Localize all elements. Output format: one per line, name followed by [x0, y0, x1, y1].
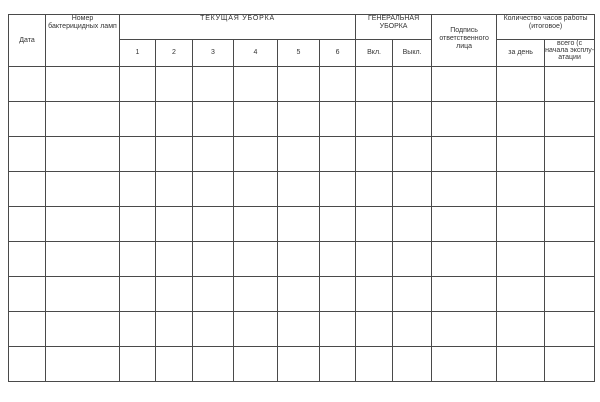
table-cell[interactable]	[545, 137, 595, 172]
table-cell[interactable]	[320, 277, 356, 312]
table-cell[interactable]	[278, 312, 320, 347]
table-cell[interactable]	[393, 347, 432, 382]
table-cell[interactable]	[278, 207, 320, 242]
table-cell[interactable]	[156, 67, 193, 102]
table-cell[interactable]	[432, 67, 497, 102]
header-general-on: Вкл.	[356, 40, 393, 67]
header-hours-total: Количество часов работы (итоговое)	[497, 15, 595, 40]
header-hours-per-day: за день	[497, 40, 545, 67]
table-cell[interactable]	[320, 347, 356, 382]
table-cell[interactable]	[320, 67, 356, 102]
table-cell[interactable]	[356, 347, 393, 382]
header-cleaning-2: 2	[156, 40, 193, 67]
table-cell[interactable]	[156, 102, 193, 137]
table-cell[interactable]	[545, 242, 595, 277]
table-cell[interactable]	[545, 347, 595, 382]
table-cell[interactable]	[278, 172, 320, 207]
table-cell[interactable]	[46, 67, 120, 102]
table-cell[interactable]	[193, 207, 234, 242]
table-cell[interactable]	[193, 67, 234, 102]
table-cell[interactable]	[120, 347, 156, 382]
table-cell[interactable]	[156, 242, 193, 277]
table-row	[9, 242, 595, 277]
table-cell[interactable]	[393, 172, 432, 207]
table-row	[9, 137, 595, 172]
table-cell[interactable]	[320, 207, 356, 242]
table-cell[interactable]	[156, 347, 193, 382]
table-cell[interactable]	[156, 207, 193, 242]
table-row	[9, 277, 595, 312]
table-cell[interactable]	[545, 207, 595, 242]
table-cell[interactable]	[545, 67, 595, 102]
table-cell[interactable]	[356, 172, 393, 207]
table-cell[interactable]	[545, 277, 595, 312]
table-cell[interactable]	[234, 347, 278, 382]
table-cell[interactable]	[234, 67, 278, 102]
table-cell[interactable]	[393, 277, 432, 312]
table-cell[interactable]	[156, 137, 193, 172]
table-cell[interactable]	[46, 207, 120, 242]
table-cell[interactable]	[193, 277, 234, 312]
table-header	[9, 15, 595, 67]
table-cell[interactable]	[120, 172, 156, 207]
table-cell[interactable]	[278, 137, 320, 172]
table-cell[interactable]	[9, 172, 46, 207]
table-cell[interactable]	[432, 277, 497, 312]
table-cell[interactable]	[497, 67, 545, 102]
table-row	[9, 102, 595, 137]
table-cell[interactable]	[234, 312, 278, 347]
header-cleaning-3: 3	[193, 40, 234, 67]
table-cell[interactable]	[497, 347, 545, 382]
table-cell[interactable]	[320, 172, 356, 207]
table-cell[interactable]	[46, 277, 120, 312]
table-cell[interactable]	[278, 102, 320, 137]
table-cell[interactable]	[193, 242, 234, 277]
table-cell[interactable]	[432, 207, 497, 242]
table-cell[interactable]	[356, 67, 393, 102]
table-cell[interactable]	[234, 242, 278, 277]
uv-lamp-log-table	[8, 14, 595, 382]
table-cell[interactable]	[120, 242, 156, 277]
table-cell[interactable]	[193, 347, 234, 382]
header-general-cleaning: ГЕНЕРАЛЬНАЯ УБОРКА	[356, 15, 432, 40]
table-cell[interactable]	[497, 207, 545, 242]
table-cell[interactable]	[432, 312, 497, 347]
table-cell[interactable]	[497, 137, 545, 172]
table-cell[interactable]	[120, 312, 156, 347]
header-cleaning-5: 5	[278, 40, 320, 67]
table-cell[interactable]	[356, 207, 393, 242]
table-cell[interactable]	[393, 137, 432, 172]
table-cell[interactable]	[432, 102, 497, 137]
table-cell[interactable]	[356, 277, 393, 312]
table-cell[interactable]	[234, 137, 278, 172]
table-cell[interactable]	[393, 242, 432, 277]
table-cell[interactable]	[120, 67, 156, 102]
table-cell[interactable]	[356, 312, 393, 347]
table-cell[interactable]	[193, 172, 234, 207]
table-cell[interactable]	[278, 242, 320, 277]
table-cell[interactable]	[120, 137, 156, 172]
table-cell[interactable]	[356, 137, 393, 172]
table-cell[interactable]	[9, 102, 46, 137]
header-current-cleaning: ТЕКУЩАЯ УБОРКА	[120, 15, 356, 40]
table-cell[interactable]	[393, 312, 432, 347]
table-cell[interactable]	[46, 137, 120, 172]
table-cell[interactable]	[432, 137, 497, 172]
header-signature: Подпись ответственного лица	[432, 15, 497, 67]
table-cell[interactable]	[545, 312, 595, 347]
table-cell[interactable]	[9, 312, 46, 347]
table-row	[9, 207, 595, 242]
table-cell[interactable]	[356, 102, 393, 137]
table-cell[interactable]	[120, 277, 156, 312]
table-cell[interactable]	[278, 277, 320, 312]
table-cell[interactable]	[156, 277, 193, 312]
table-cell[interactable]	[9, 242, 46, 277]
header-date: Дата	[9, 15, 46, 67]
header-cleaning-6: 6	[320, 40, 356, 67]
table-cell[interactable]	[9, 207, 46, 242]
table-cell[interactable]	[156, 172, 193, 207]
table-row	[9, 67, 595, 102]
table-cell[interactable]	[393, 207, 432, 242]
table-cell[interactable]	[46, 242, 120, 277]
table-cell[interactable]	[234, 277, 278, 312]
table-row	[9, 312, 595, 347]
table-cell[interactable]	[193, 137, 234, 172]
header-lamp-number: Номер бактерицидных ламп	[46, 15, 120, 67]
table-cell[interactable]	[545, 172, 595, 207]
table-cell[interactable]	[120, 102, 156, 137]
table-cell[interactable]	[497, 102, 545, 137]
table-cell[interactable]	[497, 277, 545, 312]
table-cell[interactable]	[356, 242, 393, 277]
table-cell[interactable]	[9, 67, 46, 102]
table-cell[interactable]	[193, 102, 234, 137]
header-general-off: Выкл.	[393, 40, 432, 67]
table-cell[interactable]	[432, 347, 497, 382]
table-cell[interactable]	[497, 172, 545, 207]
table-cell[interactable]	[193, 312, 234, 347]
table-cell[interactable]	[120, 207, 156, 242]
header-hours-since-start: всего (с начала эксплу-атации	[545, 40, 595, 67]
table-cell[interactable]	[46, 102, 120, 137]
table-cell[interactable]	[497, 242, 545, 277]
table-cell[interactable]	[234, 172, 278, 207]
table-cell[interactable]	[432, 242, 497, 277]
table-cell[interactable]	[320, 102, 356, 137]
table-cell[interactable]	[393, 67, 432, 102]
table-cell[interactable]	[497, 312, 545, 347]
table-cell[interactable]	[278, 67, 320, 102]
table-cell[interactable]	[545, 102, 595, 137]
table-cell[interactable]	[46, 347, 120, 382]
table-row	[9, 347, 595, 382]
table-cell[interactable]	[46, 312, 120, 347]
table-cell[interactable]	[9, 277, 46, 312]
table-cell[interactable]	[234, 102, 278, 137]
table-cell[interactable]	[9, 137, 46, 172]
table-cell[interactable]	[393, 102, 432, 137]
table-cell[interactable]	[156, 312, 193, 347]
table-cell[interactable]	[320, 137, 356, 172]
table-cell[interactable]	[432, 172, 497, 207]
table-cell[interactable]	[320, 312, 356, 347]
table-cell[interactable]	[234, 207, 278, 242]
header-cleaning-4: 4	[234, 40, 278, 67]
table-cell[interactable]	[9, 347, 46, 382]
table-row	[9, 172, 595, 207]
header-cleaning-1: 1	[120, 40, 156, 67]
table-cell[interactable]	[320, 242, 356, 277]
table-cell[interactable]	[46, 172, 120, 207]
table-body	[9, 67, 595, 382]
table-cell[interactable]	[278, 347, 320, 382]
